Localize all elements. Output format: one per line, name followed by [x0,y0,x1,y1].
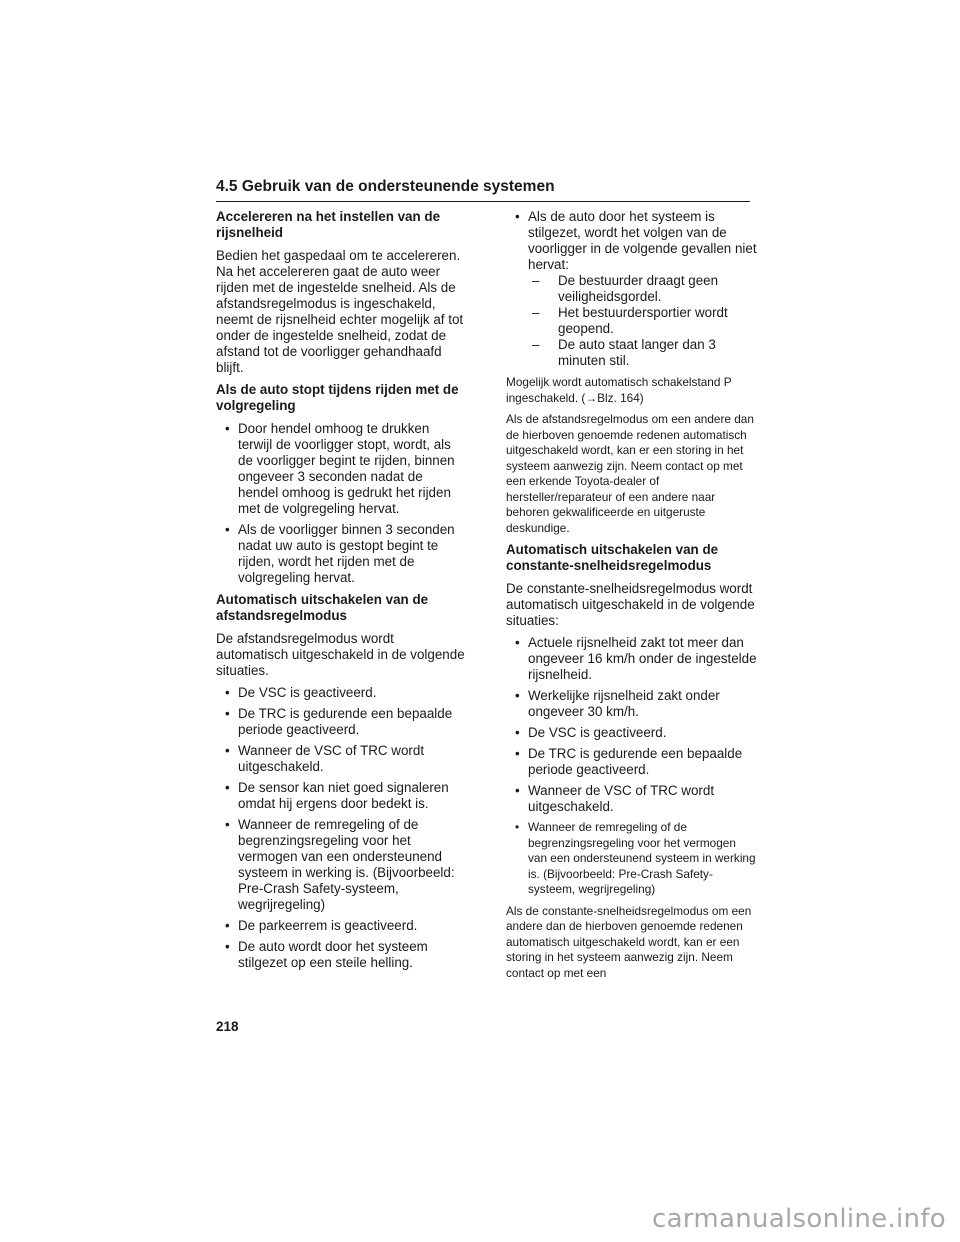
list-item: • Wanneer de remregeling of de begrenzingsregeling voor het vermogen van een ondersteunend systeem in werking is. (Bijvoorbeeld: Pre-Crash Safety-systeem, wegrijregeling) [506,820,758,898]
note-malfunction-constant: Als de constante-snelheidsregelmodus om een andere dan de hierboven genoemde redenen automatisch uitgeschakeld wordt, kan er een storing in het systeem aanwezig zijn. Neem contact op met een [506,903,752,980]
sub-list-item: – Het bestuurdersportier wordt geopend. [528,305,758,337]
section-header: 4.5 Gebruik van de ondersteunende systemen [216,178,750,202]
right-column [506,209,758,987]
list-resume-conditions [506,209,758,369]
note-malfunction-distance: Als de afstandsregelmodus om een andere dan de hierboven genoemde redenen automatisch uitgeschakeld wordt, kan er een storing in het systeem aanwezig zijn. Neem contact op met een erkende Toyota-dealer of hersteller/reparateur of een andere naar behoren gekwalificeerde en uitgeruste deskundige. [506,412,754,535]
heading-stop-following: Als de auto stopt tijdens rijden met de volgregeling [216,382,459,413]
list-item: • De VSC is geactiveerd. [506,725,758,741]
list-item: • De TRC is gedurende een bepaalde periode geactiveerd. [506,746,758,778]
paragraph-accelerate: Bedien het gaspedaal om te accelereren. Na het accelereren gaat de auto weer rijden met de ingestelde snelheid. Als de afstandsregelmodus is ingeschakeld, neemt de rijsnelheid echter mogelijk af tot onder de ingestelde snelheid, zodat de afstand tot de voorligger gehandhaafd blijft. [216,248,464,375]
list-item: • De TRC is gedurende een bepaalde periode geactiveerd. [216,706,466,738]
heading-auto-cancel-distance: Automatisch uitschakelen van de afstandsregelmodus [216,592,429,623]
list-item: • Werkelijke rijsnelheid zakt onder ongeveer 30 km/h. [506,688,758,720]
sub-list-item: – De bestuurder draagt geen veiligheidsgordel. [528,273,758,305]
paragraph-auto-cancel-constant: De constante-snelheidsregelmodus wordt automatisch uitgeschakeld in de volgende situaties: [506,581,755,628]
heading-auto-cancel-constant: Automatisch uitschakelen van de constante-snelheidsregelmodus [506,542,719,573]
list-item: • De parkeerrem is geactiveerd. [216,918,466,934]
list-stop-following [216,421,466,586]
list-auto-cancel-constant [506,635,758,898]
watermark: carmanualsonline.info [651,1204,946,1234]
left-column [216,209,466,977]
list-item: • Wanneer de remregeling of de begrenzingsregeling voor het vermogen van een ondersteunend systeem in werking is. (Bijvoorbeeld: Pre-Crash Safety-systeem, wegrijregeling) [216,817,466,913]
list-item [506,209,758,369]
page-number: 218 [216,1019,239,1034]
list-item: • De VSC is geactiveerd. [216,685,466,701]
list-item: • De auto wordt door het systeem stilgezet op een steile helling. [216,939,466,971]
list-auto-cancel-distance [216,685,466,971]
list-item: • De sensor kan niet goed signaleren omdat hij ergens door bedekt is. [216,780,466,812]
list-item-text: Als de auto door het systeem is stilgezet, wordt het volgen van de voorligger in de volgende gevallen niet hervat: [528,209,757,272]
list-item: • Als de voorligger binnen 3 seconden nadat uw auto is gestopt begint te rijden, wordt het rijden met de volgregeling hervat. [216,522,466,586]
paragraph-auto-cancel-distance: De afstandsregelmodus wordt automatisch uitgeschakeld in de volgende situaties. [216,631,465,678]
list-item: • Wanneer de VSC of TRC wordt uitgeschakeld. [216,743,466,775]
heading-accelerate: Accelereren na het instellen van de rijsnelheid [216,209,441,240]
sub-list [528,273,758,369]
sub-list-item: – De auto staat langer dan 3 minuten stil. [528,337,758,369]
list-item: • Door hendel omhoog te drukken terwijl de voorligger stopt, wordt, als de voorligger begint te rijden, binnen ongeveer 3 seconden nadat de hendel omhoog is gedrukt het rijden met de volgregeling hervat. [216,421,466,517]
note-park-position: Mogelijk wordt automatisch schakelstand P ingeschakeld. (→Blz. 164) [506,375,732,405]
list-item: • Wanneer de VSC of TRC wordt uitgeschakeld. [506,783,758,815]
list-item: • Actuele rijsnelheid zakt tot meer dan ongeveer 16 km/h onder de ingestelde rijsnelheid. [506,635,758,683]
